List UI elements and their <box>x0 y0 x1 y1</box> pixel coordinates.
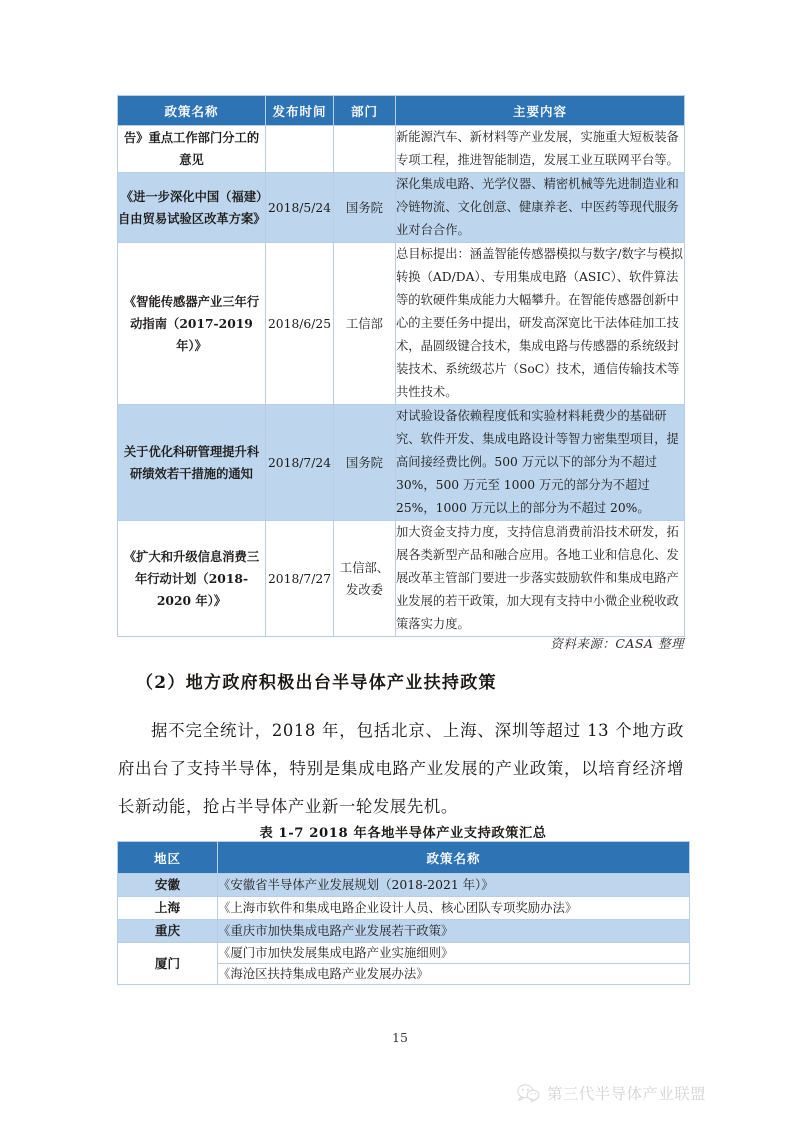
region-table-caption: 表 1-7 2018 年各地半导体产业支持政策汇总 <box>259 826 547 841</box>
region-cell: 厦门 <box>118 943 218 985</box>
footer-watermark <box>517 1082 706 1104</box>
section-paragraph: 据不完全统计，2018 年，包括北京、上海、深圳等超过 13 个地方政府出台了支持半导体，特别是集成电路产业发展的产业政策，以培育经济增长新动能，抢占半导体产业新一轮发展先机。 <box>118 721 684 816</box>
policy-date-cell: 2018/6/25 <box>266 243 334 405</box>
policy-date-cell: 2018/7/27 <box>266 521 334 637</box>
col-header-region: 地区 <box>118 842 218 874</box>
policy-date-cell: 2018/5/24 <box>266 173 334 243</box>
policy-date-cell: 2018/7/24 <box>266 405 334 521</box>
policy-content-cell: 新能源汽车、新材料等产业发展，实施重大短板装备专项工程，推进智能制造，发展工业互联网平台等。 <box>396 126 685 173</box>
policy-dept-cell: 国务院 <box>334 173 396 243</box>
region-cell: 上海 <box>118 897 218 920</box>
region-cell: 安徽 <box>118 874 218 897</box>
source-note: 资料来源：CASA 整理 <box>550 636 684 651</box>
policy-dept-cell: 国务院 <box>334 405 396 521</box>
region-policy-cell: 《重庆市加快集成电路产业发展若干政策》 <box>218 920 690 943</box>
policy-name-cell: 关于优化科研管理提升科研绩效若干措施的通知 <box>118 405 266 521</box>
table-row <box>118 405 685 521</box>
col-header-policy-name: 政策名称 <box>118 96 266 126</box>
policy-table-header-row <box>118 96 685 126</box>
region-table-header-row <box>118 842 690 874</box>
policy-dept-cell: 工信部 <box>334 243 396 405</box>
region-table-container <box>117 841 689 985</box>
policy-date-cell <box>266 126 334 173</box>
col-header-policy-name: 政策名称 <box>218 842 690 874</box>
region-policy-cell: 《海沧区扶持集成电路产业发展办法》 <box>218 964 690 985</box>
watermark-label: 第三代半导体产业联盟 <box>547 1085 707 1103</box>
table-row <box>118 243 685 405</box>
table-row <box>118 920 690 943</box>
policy-dept-cell: 工信部、发改委 <box>334 521 396 637</box>
col-header-department: 部门 <box>334 96 396 126</box>
page-number: 15 <box>392 1030 408 1045</box>
policy-name-cell: 《智能传感器产业三年行动指南（2017-2019 年）》 <box>118 243 266 405</box>
section-heading: （2）地方政府积极出台半导体产业扶持政策 <box>136 673 497 693</box>
policy-content-cell: 加大资金支持力度，支持信息消费前沿技术研发，拓展各类新型产品和融合应用。各地工业和信息化、发展改革主管部门要进一步落实鼓励软件和集成电路产业发展的若干政策，加大现有支持中小微企业税收政策落实力度。 <box>396 521 685 637</box>
policy-name-cell: 《进一步深化中国（福建）自由贸易试验区改革方案》 <box>118 173 266 243</box>
region-cell: 重庆 <box>118 920 218 943</box>
col-header-release-date: 发布时间 <box>266 96 334 126</box>
policy-name-cell: 《扩大和升级信息消费三年行动计划（2018-2020 年）》 <box>118 521 266 637</box>
table-row <box>118 874 690 897</box>
table-row <box>118 173 685 243</box>
table-row <box>118 897 690 920</box>
table-row <box>118 521 685 637</box>
policy-name-cell: 告》重点工作部门分工的意见 <box>118 126 266 173</box>
policy-table <box>117 95 685 637</box>
policy-content-cell: 深化集成电路、光学仪器、精密机械等先进制造业和冷链物流、文化创意、健康养老、中医药等现代服务业对台合作。 <box>396 173 685 243</box>
policy-table-container <box>117 95 684 637</box>
region-policy-cell: 《厦门市加快发展集成电路产业实施细则》 <box>218 943 690 964</box>
policy-dept-cell <box>334 126 396 173</box>
table-row <box>118 126 685 173</box>
region-policy-cell: 《上海市软件和集成电路企业设计人员、核心团队专项奖励办法》 <box>218 897 690 920</box>
col-header-main-content: 主要内容 <box>396 96 685 126</box>
wechat-icon <box>517 1084 540 1103</box>
region-table <box>117 841 690 985</box>
region-policy-cell: 《安徽省半导体产业发展规划（2018-2021 年）》 <box>218 874 690 897</box>
policy-content-cell: 总目标提出：涵盖智能传感器模拟与数字/数字与模拟转换（AD/DA）、专用集成电路（ASIC）、软件算法等的软硬件集成能力大幅攀升。在智能传感器创新中心的主要任务中提出，研发高深宽比干法体硅加工技术，晶圆级键合技术，集成电路与传感器的系统级封装技术、系统级芯片（SoC）技术，通信传输技术等共性技术。 <box>396 243 685 405</box>
table-row <box>118 943 690 964</box>
policy-content-cell: 对试验设备依赖程度低和实验材料耗费少的基础研究、软件开发、集成电路设计等智力密集型项目，提高间接经费比例。500 万元以下的部分为不超过 30%，500 万元至 1000 万元的部分为不超过 25%，1000 万元以上的部分为不超过 20%。 <box>396 405 685 521</box>
